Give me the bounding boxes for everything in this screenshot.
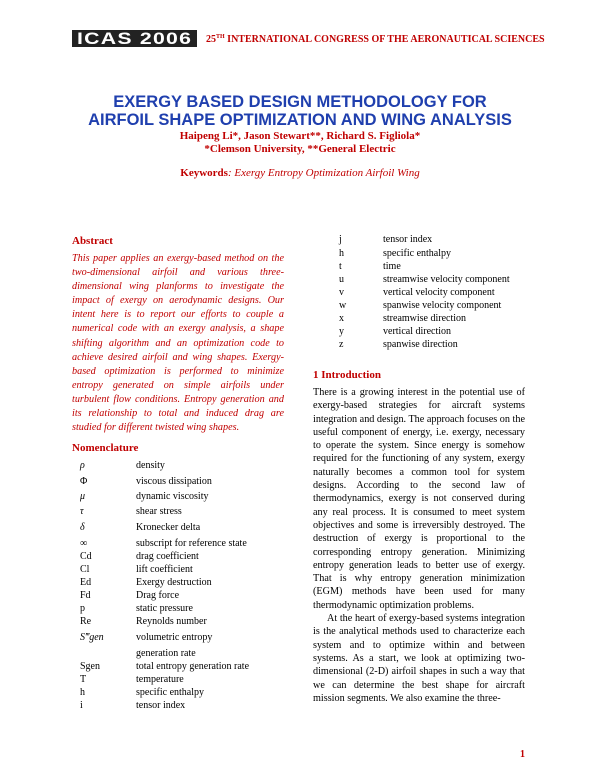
nomenclature-symbol: Φ	[80, 476, 88, 487]
introduction-heading: 1 Introduction	[313, 369, 381, 381]
nomenclature-desc: viscous dissipation	[136, 476, 212, 487]
congress-number: 25	[206, 34, 216, 45]
nomenclature-symbol: ∞	[80, 538, 88, 549]
nomenclature-desc: dynamic viscosity	[136, 491, 209, 502]
introduction-paragraph-1: There is a growing interest in the potential use of exergy-based strategies for aircraft systems integration and design. The approach focuses on the useful component of energy, i.e. exergy, necessary to operate the system. Since energy is somehow required for the functioning of any system, exergy naturally becomes a common tool for system designs. According to the second law of thermodynamics, exergy is not conserved during any real process. It is consumed to meet system objectives and some is irreversibly destroyed. The destruction of exergy is proportional to the corresponding entropy generation. Minimizing entropy generation leads to better use of exergy. That is why entropy generation minimization (EGM) methods have been used for many thermodynamic optimization problems.	[313, 387, 525, 611]
nomenclature-desc: lift coefficient	[136, 564, 193, 575]
nomenclature-desc: Kronecker delta	[136, 522, 201, 533]
nomenclature-symbol: x	[339, 313, 344, 324]
nomenclature-symbol: t	[339, 261, 342, 272]
logo-text: ICAS 2006	[72, 30, 197, 47]
nomenclature-desc: generation rate	[136, 648, 196, 659]
nomenclature-desc: total entropy generation rate	[136, 661, 250, 672]
nomenclature-symbol: h	[339, 248, 344, 259]
nomenclature-desc: subscript for reference state	[136, 538, 247, 549]
nomenclature-desc: temperature	[136, 674, 184, 685]
nomenclature-desc: streamwise direction	[383, 313, 467, 324]
nomenclature-symbol: S‴gen	[80, 632, 104, 643]
nomenclature-symbol: τ	[80, 506, 84, 517]
affiliations: *Clemson University, **General Electric	[204, 143, 396, 155]
nomenclature-desc: Exergy destruction	[136, 577, 212, 588]
nomenclature-symbol: Cd	[80, 551, 92, 562]
nomenclature-symbol: Sgen	[80, 661, 100, 672]
keywords-label: Keywords	[180, 167, 228, 179]
nomenclature-desc: time	[383, 261, 401, 272]
nomenclature-symbol: u	[339, 274, 344, 285]
nomenclature-symbol: Ed	[80, 577, 92, 588]
nomenclature-desc: specific enthalpy	[383, 248, 452, 259]
introduction-paragraph-2: At the heart of exergy-based systems integration is the analytical methods used to characterize each system and to optimize within and between systems. As a start, we look at optimizing two-dimensional (2-D) airfoil shapes in such a way that we can determine the best shape for aircraft mission segments. We also examine the three-	[313, 613, 525, 704]
congress-text: INTERNATIONAL CONGRESS OF THE AERONAUTICAL SCIENCES	[224, 34, 545, 45]
nomenclature-symbol: Re	[80, 616, 92, 627]
keywords-separator: :	[227, 167, 232, 179]
nomenclature-symbol: Cl	[80, 564, 90, 575]
nomenclature-desc: spanwise velocity component	[383, 300, 502, 311]
congress-suffix: TH	[216, 34, 225, 40]
nomenclature-symbol: z	[339, 339, 344, 350]
nomenclature-desc: specific enthalpy	[136, 687, 205, 698]
nomenclature-symbol: δ	[80, 522, 85, 533]
abstract-text: This paper applies an exergy-based method on the two-dimensional airfoil and various three-dimensional wing planforms to investigate the impact of exergy on aerodynamic designs. Our intent here is to report our efforts to couple a numerical code with an exergy analysis, a shape shifting algorithm and an optimization code to achieve desired airfoil and wing shapes. Exergy-based optimization is performed to minimize entropy generated on simple airfoils under turbulent flow conditions. Entropy generation and its relationship to total and induced drag are studied for different twisted wing shapes.	[72, 253, 284, 434]
introduction-body	[313, 386, 525, 705]
nomenclature-desc: tensor index	[136, 700, 186, 711]
nomenclature-symbol: i	[80, 700, 83, 711]
paper-title-line2: AIRFOIL SHAPE OPTIMIZATION AND WING ANALYSIS	[88, 111, 512, 129]
nomenclature-symbol: ρ	[80, 460, 85, 471]
nomenclature-desc: Drag force	[136, 590, 180, 601]
icas-logo	[72, 30, 196, 47]
nomenclature-desc: vertical velocity component	[383, 287, 495, 298]
keywords-value: Exergy Entropy Optimization Airfoil Wing	[231, 167, 420, 179]
nomenclature-desc: Reynolds number	[136, 616, 207, 627]
nomenclature-desc: spanwise direction	[383, 339, 458, 350]
nomenclature-symbol: w	[339, 300, 347, 311]
nomenclature-symbol: T	[80, 674, 87, 685]
nomenclature-heading: Nomenclature	[72, 442, 139, 454]
nomenclature-symbol: Fd	[80, 590, 91, 601]
nomenclature-symbol: v	[339, 287, 344, 298]
nomenclature-desc: streamwise velocity component	[383, 274, 510, 285]
page-number: 1	[520, 749, 525, 760]
nomenclature-symbol: μ	[80, 491, 86, 502]
keywords	[0, 167, 600, 179]
nomenclature-desc: shear stress	[136, 506, 182, 517]
paper-title-line1: EXERGY BASED DESIGN METHODOLOGY FOR	[113, 93, 487, 111]
nomenclature-desc: static pressure	[136, 603, 193, 614]
nomenclature-symbol: p	[80, 603, 85, 614]
abstract-heading: Abstract	[72, 235, 113, 247]
nomenclature-desc: density	[136, 460, 165, 471]
nomenclature-desc: drag coefficient	[136, 551, 199, 562]
nomenclature-desc: vertical direction	[383, 326, 452, 337]
nomenclature-symbol: y	[339, 326, 344, 337]
nomenclature-desc: volumetric entropy	[136, 632, 213, 643]
authors: Haipeng Li*, Jason Stewart**, Richard S. Figliola*	[179, 130, 421, 142]
nomenclature-symbol: j	[339, 234, 342, 245]
congress-header	[206, 34, 545, 45]
nomenclature-desc: tensor index	[383, 234, 433, 245]
nomenclature-symbol: h	[80, 687, 85, 698]
